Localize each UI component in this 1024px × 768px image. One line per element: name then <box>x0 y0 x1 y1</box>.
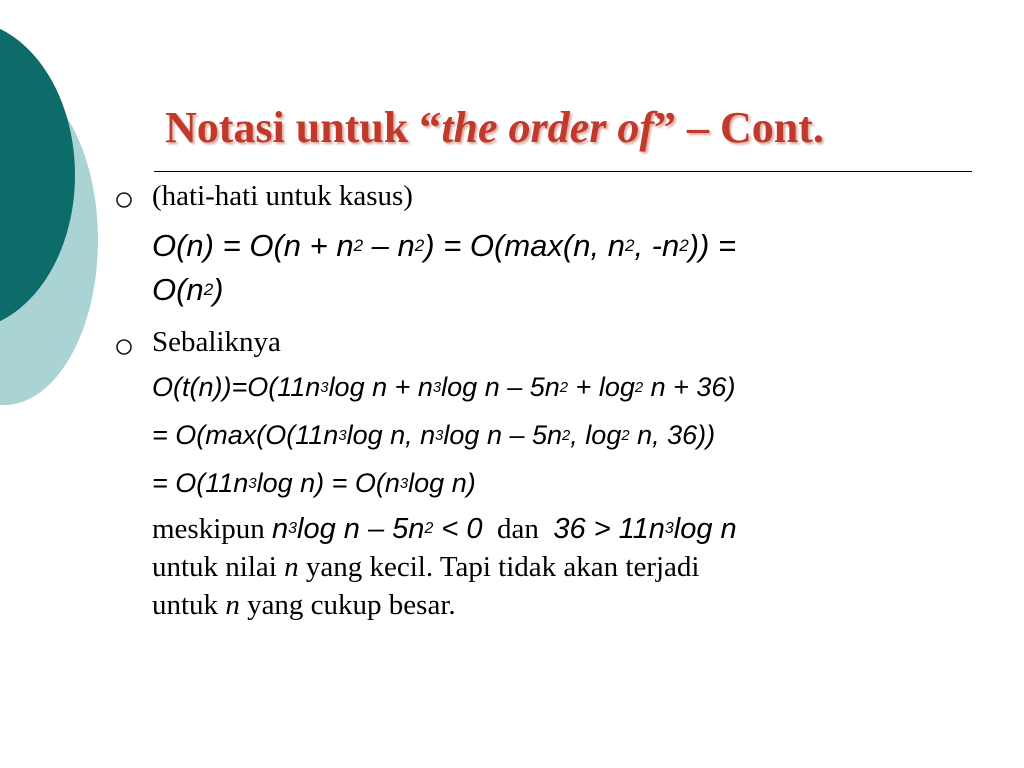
title-underline <box>154 171 972 172</box>
equation-line-2: $O(n^2)$ <box>152 272 224 307</box>
bullet-2-text: Sebaliknya <box>152 326 281 358</box>
note-line-3: untuk n yang cukup besar. <box>152 589 456 621</box>
equation-line-3: $O(t(n))=O(11n^3\log$ $n + n^3\log$ $n - 5n^2 + \log^2 n + 36$) <box>152 372 736 402</box>
equation-line-5: = $O(11n^3\log$ $n) = O(n^3\log$ n) <box>152 468 476 498</box>
title-text-start: Notasi untuk “ <box>165 103 442 152</box>
note-line-1: meskipun $n^3\log$ $n - 5n^2 < 0$ dan $36 > 11n^3\log$ n <box>152 513 737 545</box>
title-text-italic: the order of <box>441 103 654 152</box>
equation-line-4: = $O(\max(O(11n^3\log$ n, $n^3\log$ n – $5n^2$, $\log^2 n$, 36)) <box>152 420 716 450</box>
equation-line-1: $O(n) = O(n + n^2 - n^2) = O(\max(n$, $n^2$, $-n^2$)) = <box>152 228 737 263</box>
slide-title <box>165 100 965 156</box>
hollow-circle-bullet-icon <box>113 189 135 211</box>
note-line-2: untuk nilai n yang kecil. Tapi tidak akan terjadi <box>152 551 700 583</box>
bullet-1-text: (hati-hati untuk kasus) <box>152 180 413 212</box>
hollow-circle-bullet-icon <box>113 336 135 358</box>
title-text-end: ” – Cont. <box>653 103 824 152</box>
